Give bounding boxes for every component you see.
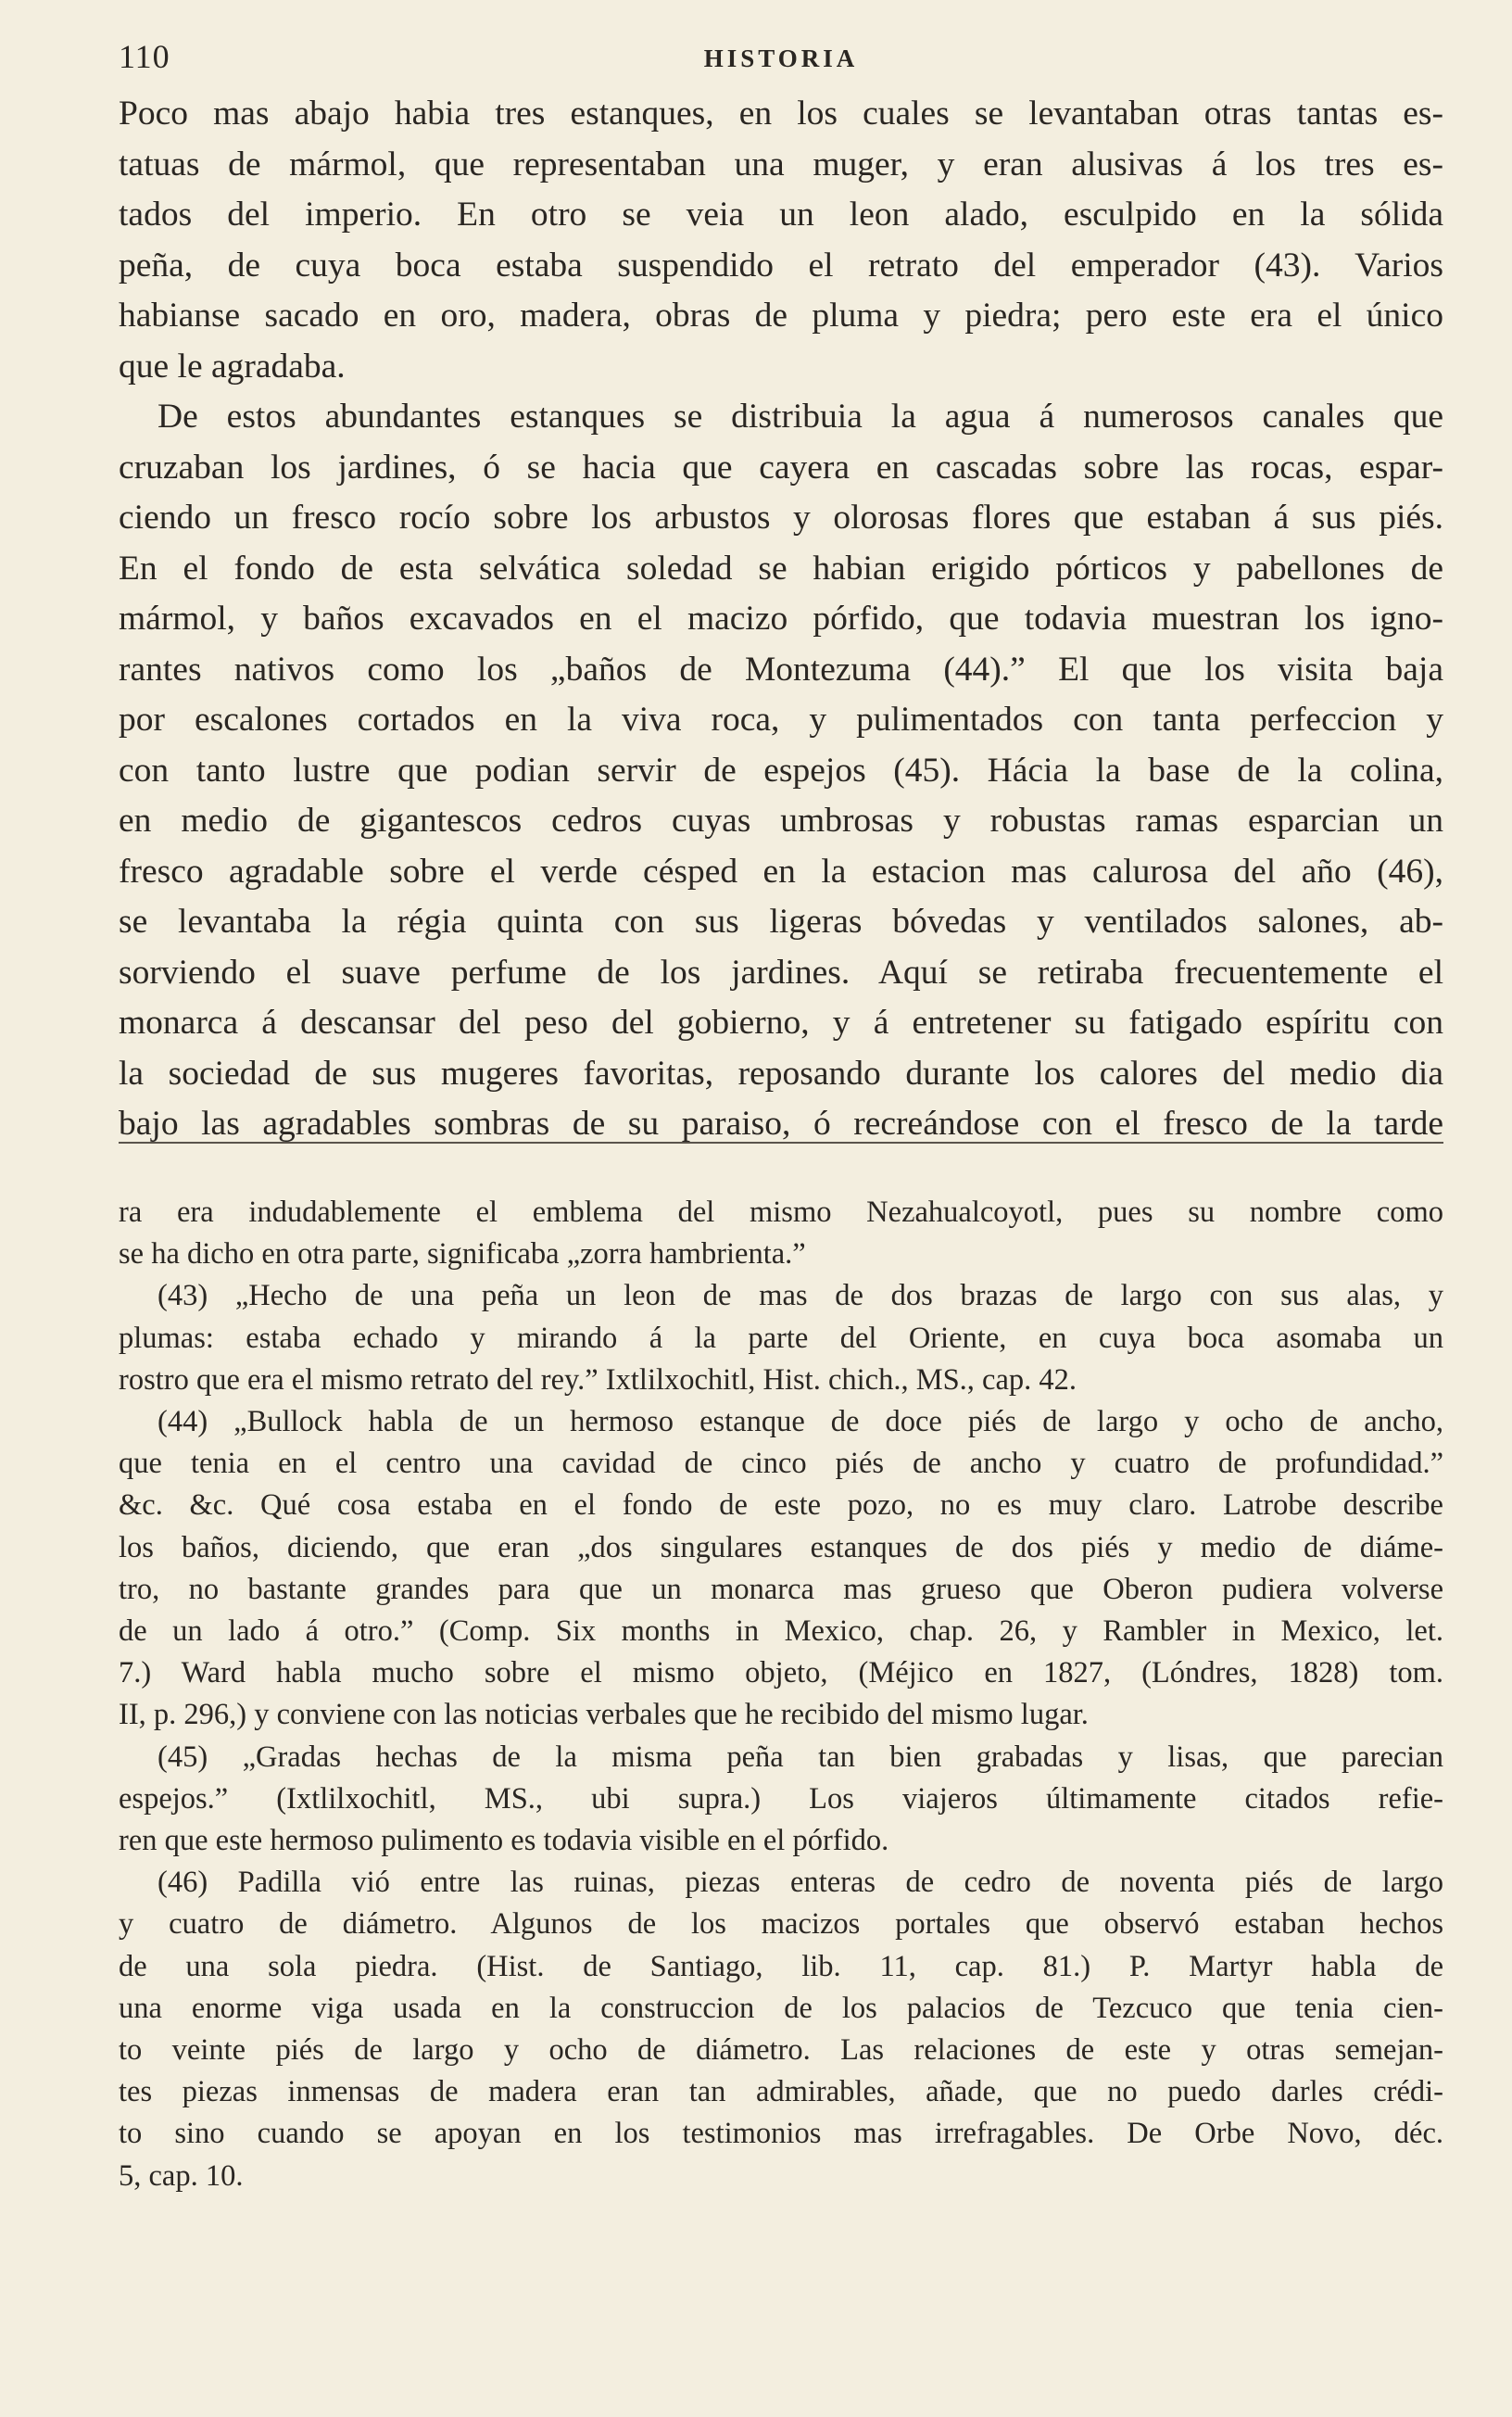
footnote-45-line: ren que este hermoso pulimento es todavia visible en el pórfido. xyxy=(119,1824,889,1858)
footnote-divider xyxy=(119,1142,1443,1144)
main-line: en medio de gigantescos cedros cuyas umbrosas y robustas ramas esparcian un xyxy=(119,802,1443,840)
page-header xyxy=(119,37,1443,93)
footnote-45-line: espejos.” (Ixtlilxochitl, MS., ubi supra.) Los viajeros últimamente citados refie- xyxy=(119,1781,1443,1816)
footnote-46-line: 5, cap. 10. xyxy=(119,2158,244,2193)
footnote-44-line: &c. &c. Qué cosa estaba en el fondo de este pozo, no es muy claro. Latrobe describe xyxy=(119,1488,1443,1523)
footnote-43-line: plumas: estaba echado y mirando á la parte del Oriente, en cuya boca asomaba un xyxy=(119,1321,1443,1355)
main-line: De estos abundantes estanques se distribuia la agua á numerosos canales que xyxy=(158,398,1443,436)
main-line: fresco agradable sobre el verde césped en la estacion mas calurosa del año (46), xyxy=(119,852,1443,891)
footnote-44-line: II, p. 296,) y conviene con las noticias verbales que he recibido del mismo lugar. xyxy=(119,1698,1089,1732)
main-line: ciendo un fresco rocío sobre los arbustos y olorosas flores que estaban á sus piés. xyxy=(119,499,1443,537)
main-line: con tanto lustre que podian servir de espejos (45). Hácia la base de la colina, xyxy=(119,751,1443,790)
page-number: 110 xyxy=(119,38,170,75)
footnote-45-line: (45) „Gradas hechas de la misma peña tan bien grabadas y lisas, que parecian xyxy=(158,1740,1443,1774)
footnote-43-line: (43) „Hecho de una peña un leon de mas de dos brazas de largo con sus alas, y xyxy=(158,1279,1443,1313)
footnote-44-line: tro, no bastante grandes para que un monarca mas grueso que Oberon pudiera volverse xyxy=(119,1572,1443,1606)
main-line: En el fondo de esta selvática soledad se habian erigido pórticos y pabellones de xyxy=(119,549,1443,588)
footnote-44-line: que tenia en el centro una cavidad de cinco piés de ancho y cuatro de profundidad.” xyxy=(119,1447,1443,1481)
main-line: se levantaba la régia quinta con sus ligeras bóvedas y ventilados salones, ab- xyxy=(119,903,1443,941)
main-line: mármol, y baños excavados en el macizo pórfido, que todavia muestran los igno- xyxy=(119,600,1443,638)
footnotes xyxy=(119,1192,1443,2197)
footnote-44-line: los baños, diciendo, que eran „dos singulares estanques de dos piés y medio de diáme- xyxy=(119,1530,1443,1564)
footnote-46-line: to veinte piés de largo y ocho de diámetro. Las relaciones de este y otras semejan- xyxy=(119,2033,1443,2068)
main-text xyxy=(119,89,1443,1150)
main-line: Poco mas abajo habia tres estanques, en los cuales se levantaban otras tantas es- xyxy=(119,95,1443,133)
footnote-46-line: una enorme viga usada en la construccion de los palacios de Tezcuco que tenia cien- xyxy=(119,1991,1443,2025)
main-line: tatuas de mármol, que representaban una muger, y eran alusivas á los tres es- xyxy=(119,145,1443,183)
footnote-46-line: tes piezas inmensas de madera eran tan admirables, añade, que no puedo darles crédi- xyxy=(119,2075,1443,2109)
footnote-44-line: de un lado á otro.” (Comp. Six months in Mexico, chap. 26, y Rambler in Mexico, let. xyxy=(119,1614,1443,1649)
footnote-44-line: 7.) Ward habla mucho sobre el mismo objeto, (Méjico en 1827, (Lóndres, 1828) tom. xyxy=(119,1656,1443,1690)
main-line: tados del imperio. En otro se veia un leon alado, esculpido en la sólida xyxy=(119,196,1443,234)
main-line: sorviendo el suave perfume de los jardines. Aquí se retiraba frecuentemente el xyxy=(119,953,1443,992)
footnote-44-line: (44) „Bullock habla de un hermoso estanque de doce piés de largo y ocho de ancho, xyxy=(158,1405,1443,1439)
footnote-46-line: de una sola piedra. (Hist. de Santiago, lib. 11, cap. 81.) P. Martyr habla de xyxy=(119,1949,1443,1983)
main-line: monarca á descansar del peso del gobierno, y á entretener su fatigado espíritu con xyxy=(119,1004,1443,1042)
main-line: rantes nativos como los „baños de Montezuma (44).” El que los visita baja xyxy=(119,650,1443,689)
main-line: habianse sacado en oro, madera, obras de pluma y piedra; pero este era el único xyxy=(119,297,1443,335)
main-line: la sociedad de sus mugeres favoritas, reposando durante los calores del medio dia xyxy=(119,1054,1443,1093)
footnote-line: ra era indudablemente el emblema del mismo Nezahualcoyotl, pues su nombre como xyxy=(119,1196,1443,1229)
main-line: que le agradaba. xyxy=(119,347,346,386)
footnote-46-line: (46) Padilla vió entre las ruinas, piezas enteras de cedro de noventa piés de largo xyxy=(158,1866,1443,1900)
main-line: bajo las agradables sombras de su paraiso, ó recreándose con el fresco de la tarde xyxy=(119,1105,1443,1143)
footnote-line: se ha dicho en otra parte, significaba „zorra hambrienta.” xyxy=(119,1237,806,1272)
footnote-43-line: rostro que era el mismo retrato del rey.” Ixtlilxochitl, Hist. chich., MS., cap. 42. xyxy=(119,1362,1077,1397)
main-line: cruzaban los jardines, ó se hacia que cayera en cascadas sobre las rocas, espar- xyxy=(119,448,1443,487)
main-line: peña, de cuya boca estaba suspendido el retrato del emperador (43). Varios xyxy=(119,246,1443,285)
main-line: por escalones cortados en la viva roca, y pulimentados con tanta perfeccion y xyxy=(119,701,1443,739)
footnote-46-line: y cuatro de diámetro. Algunos de los macizos portales que observó estaban hechos xyxy=(119,1907,1443,1942)
footnote-46-line: to sino cuando se apoyan en los testimonios mas irrefragables. De Orbe Novo, déc. xyxy=(119,2117,1443,2151)
running-title: HISTORIA xyxy=(703,44,859,72)
